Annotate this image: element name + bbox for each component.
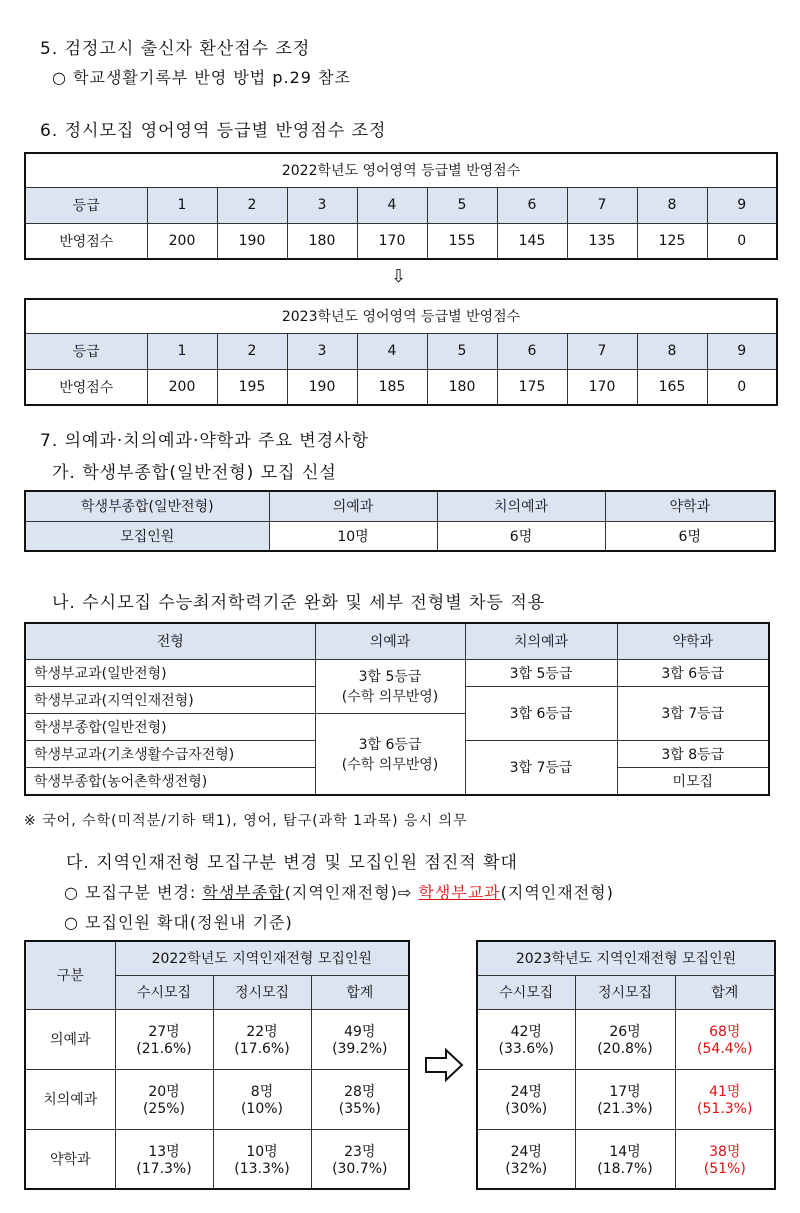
quota-cell: 26명 (20.8%) xyxy=(575,1009,675,1069)
score-label: 반영점수 xyxy=(25,223,147,259)
score-cell: 195 xyxy=(217,369,287,405)
to-category: 학생부교과 xyxy=(418,883,501,902)
score-cell: 170 xyxy=(357,223,427,259)
quota-expansion-line: ○ 모집인원 확대(정원내 기준) xyxy=(64,913,293,932)
requirement-text: 3합 5등급 xyxy=(358,669,422,685)
from-category: 학생부종합 xyxy=(202,883,285,902)
value-cell: 6명 xyxy=(437,521,605,551)
quota-cell: 22명 (17.6%) xyxy=(213,1009,311,1069)
row-label: 모집인원 xyxy=(25,521,269,551)
phar-requirement: 3합 6등급 xyxy=(617,659,769,686)
grade-cell: 6 xyxy=(497,333,567,369)
section-7-ga-title: 가. 학생부종합(일반전형) 모집 신설 xyxy=(52,463,337,483)
grade-cell: 6 xyxy=(497,187,567,223)
requirement-note: (수학 의무반영) xyxy=(341,689,439,705)
score-cell: 180 xyxy=(287,223,357,259)
grade-cell: 5 xyxy=(427,187,497,223)
grade-cell: 1 xyxy=(147,333,217,369)
column-header: 약학과 xyxy=(605,491,775,521)
quota-cell: 49명 (39.2%) xyxy=(311,1009,409,1069)
grade-cell: 1 xyxy=(147,187,217,223)
english-score-table-2022 xyxy=(24,152,778,260)
score-cell: 190 xyxy=(217,223,287,259)
quota-cell: 20명 (25%) xyxy=(115,1069,213,1129)
phar-requirement: 3합 8등급 xyxy=(617,740,769,767)
grade-cell: 2 xyxy=(217,187,287,223)
admission-type: 학생부교과(기초생활수급자전형) xyxy=(25,740,315,767)
dent-requirement: 3합 7등급 xyxy=(465,740,617,795)
csat-note: ※ 국어, 수학(미적분/기하 택1), 영어, 탐구(과학 1과목) 응시 의무 xyxy=(24,813,468,829)
quota-cell: 13명 (17.3%) xyxy=(115,1129,213,1189)
column-header: 정시모집 xyxy=(575,975,675,1009)
score-cell: 125 xyxy=(637,223,707,259)
grade-cell: 9 xyxy=(707,187,777,223)
score-cell: 200 xyxy=(147,369,217,405)
dent-requirement: 3합 6등급 xyxy=(465,686,617,740)
department-name: 의예과 xyxy=(25,1009,115,1069)
column-header: 수시모집 xyxy=(477,975,575,1009)
section-7-da-title: 다. 지역인재전형 모집구분 변경 및 모집인원 점진적 확대 xyxy=(66,853,518,873)
med-requirement xyxy=(315,659,465,713)
quota-cell: 24명 (30%) xyxy=(477,1069,575,1129)
score-cell: 175 xyxy=(497,369,567,405)
table-caption: 2023학년도 지역인재전형 모집인원 xyxy=(477,941,775,975)
total-cell: 38명 (51%) xyxy=(675,1129,775,1189)
section-6-title: 6. 정시모집 영어영역 등급별 반영점수 조정 xyxy=(40,121,387,141)
value-cell: 6명 xyxy=(605,521,775,551)
grade-cell: 5 xyxy=(427,333,497,369)
right-arrow-icon xyxy=(424,1048,464,1082)
value-cell: 10명 xyxy=(269,521,437,551)
grade-cell: 7 xyxy=(567,333,637,369)
grade-label: 등급 xyxy=(25,187,147,223)
quota-cell: 10명 (13.3%) xyxy=(213,1129,311,1189)
phar-requirement: 3합 7등급 xyxy=(617,686,769,740)
regional-quota-table-2023 xyxy=(476,940,776,1190)
grade-cell: 3 xyxy=(287,333,357,369)
column-header: 의예과 xyxy=(269,491,437,521)
score-cell: 0 xyxy=(707,369,777,405)
grade-label: 등급 xyxy=(25,333,147,369)
admission-type: 학생부교과(일반전형) xyxy=(25,659,315,686)
grade-cell: 9 xyxy=(707,333,777,369)
grade-cell: 7 xyxy=(567,187,637,223)
regional-quota-table-2022 xyxy=(24,940,410,1190)
from-suffix: (지역인재전형)⇨ xyxy=(284,883,419,902)
down-arrow-icon: ⇩ xyxy=(391,266,407,287)
score-cell: 155 xyxy=(427,223,497,259)
admission-type: 학생부종합(농어촌학생전형) xyxy=(25,767,315,795)
quota-cell: 8명 (10%) xyxy=(213,1069,311,1129)
column-header: 수시모집 xyxy=(115,975,213,1009)
column-header: 전형 xyxy=(25,623,315,659)
column-header: 합계 xyxy=(311,975,409,1009)
quota-cell: 23명 (30.7%) xyxy=(311,1129,409,1189)
quota-cell: 27명 (21.6%) xyxy=(115,1009,213,1069)
grade-cell: 8 xyxy=(637,187,707,223)
dent-requirement: 3합 5등급 xyxy=(465,659,617,686)
category-change-line xyxy=(64,880,614,903)
requirement-note: (수학 의무반영) xyxy=(341,756,439,773)
grade-cell: 8 xyxy=(637,333,707,369)
grade-cell: 3 xyxy=(287,187,357,223)
quota-cell: 24명 (32%) xyxy=(477,1129,575,1189)
column-header: 치의예과 xyxy=(465,623,617,659)
grade-cell: 4 xyxy=(357,333,427,369)
department-name: 약학과 xyxy=(25,1129,115,1189)
section-5-bullet: ○ 학교생활기록부 반영 방법 p.29 참조 xyxy=(52,68,351,87)
quota-cell: 14명 (18.7%) xyxy=(575,1129,675,1189)
csat-minimum-table xyxy=(24,622,770,796)
score-cell: 185 xyxy=(357,369,427,405)
corner-label: 구분 xyxy=(25,941,115,1009)
score-cell: 190 xyxy=(287,369,357,405)
column-header: 의예과 xyxy=(315,623,465,659)
grade-cell: 2 xyxy=(217,333,287,369)
quota-cell: 28명 (35%) xyxy=(311,1069,409,1129)
score-cell: 200 xyxy=(147,223,217,259)
row-label: 학생부종합(일반전형) xyxy=(25,491,269,521)
table-caption: 2022학년도 지역인재전형 모집인원 xyxy=(115,941,409,975)
score-cell: 180 xyxy=(427,369,497,405)
section-7-title: 7. 의예과·치의예과·약학과 주요 변경사항 xyxy=(40,431,369,451)
column-header: 약학과 xyxy=(617,623,769,659)
grade-cell: 4 xyxy=(357,187,427,223)
phar-requirement: 미모집 xyxy=(617,767,769,795)
to-suffix: (지역인재전형) xyxy=(500,883,614,902)
score-cell: 170 xyxy=(567,369,637,405)
admission-type: 학생부종합(일반전형) xyxy=(25,713,315,740)
table-caption: 2022학년도 영어영역 등급별 반영점수 xyxy=(25,153,777,187)
score-cell: 165 xyxy=(637,369,707,405)
english-score-table-2023 xyxy=(24,298,778,406)
score-cell: 0 xyxy=(707,223,777,259)
score-label: 반영점수 xyxy=(25,369,147,405)
column-header: 합계 xyxy=(675,975,775,1009)
total-cell: 68명 (54.4%) xyxy=(675,1009,775,1069)
section-7-na-title: 나. 수시모집 수능최저학력기준 완화 및 세부 전형별 차등 적용 xyxy=(52,593,546,613)
table-caption: 2023학년도 영어영역 등급별 반영점수 xyxy=(25,299,777,333)
bullet-prefix: ○ 모집구분 변경: xyxy=(64,883,203,902)
new-admission-table xyxy=(24,490,776,552)
quota-cell: 42명 (33.6%) xyxy=(477,1009,575,1069)
quota-cell: 17명 (21.3%) xyxy=(575,1069,675,1129)
column-header: 치의예과 xyxy=(437,491,605,521)
med-requirement xyxy=(315,713,465,795)
admission-type: 학생부교과(지역인재전형) xyxy=(25,686,315,713)
score-cell: 135 xyxy=(567,223,637,259)
department-name: 치의예과 xyxy=(25,1069,115,1129)
score-cell: 145 xyxy=(497,223,567,259)
column-header: 정시모집 xyxy=(213,975,311,1009)
section-5-title: 5. 검정고시 출신자 환산점수 조정 xyxy=(40,39,311,59)
total-cell: 41명 (51.3%) xyxy=(675,1069,775,1129)
requirement-text: 3합 6등급 xyxy=(358,736,422,753)
